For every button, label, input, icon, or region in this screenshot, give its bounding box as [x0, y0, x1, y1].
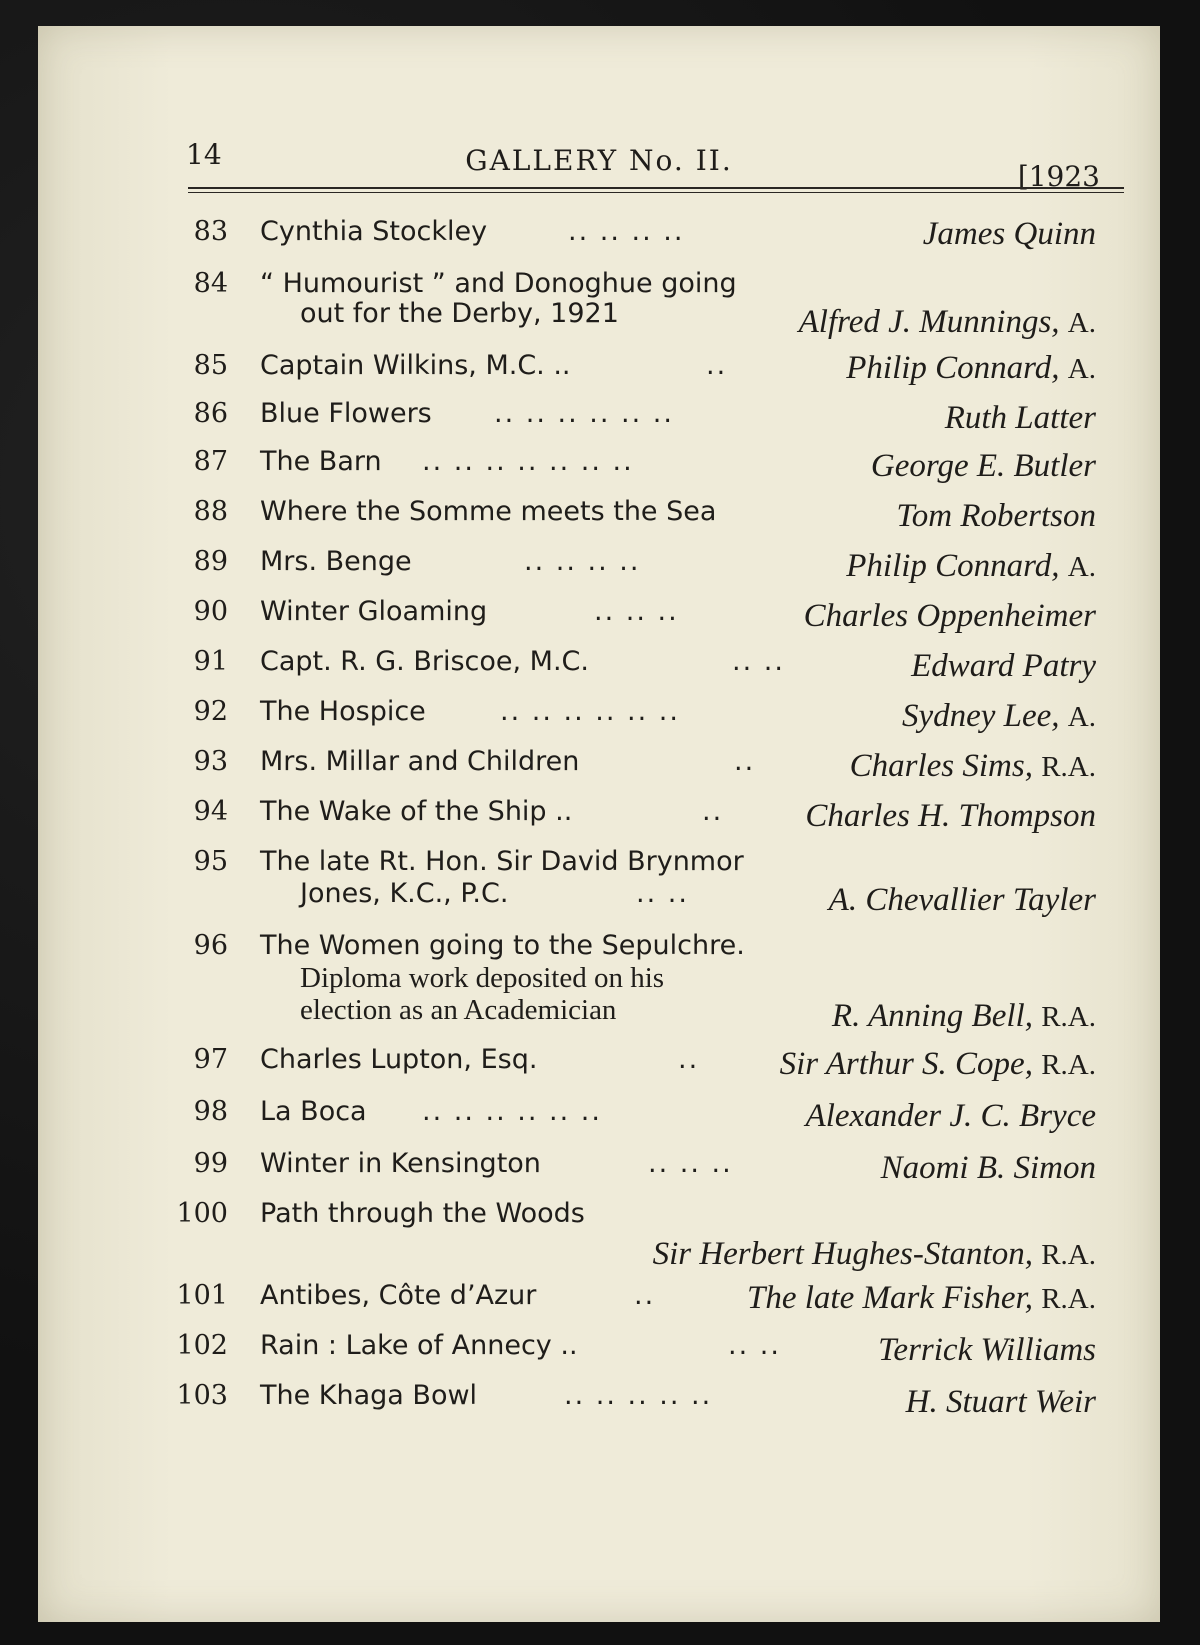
entry-title: The Hospice: [260, 696, 426, 727]
entry-title: “ Humourist ” and Donoghue going: [260, 268, 737, 299]
leader-dots: ..: [734, 746, 756, 777]
leader-dots: .. ..: [732, 646, 785, 677]
entry-title: Path through the Woods: [260, 1198, 585, 1229]
entry-artist: Alexander J. C. Bryce: [805, 1098, 1096, 1134]
entry-artist: Charles H. Thompson: [805, 798, 1096, 834]
leader-dots: .. .. ..: [594, 596, 679, 627]
entry-title: Capt. R. G. Briscoe, M.C.: [260, 646, 589, 677]
entry-artist: Sir Herbert Hughes-Stanton, R.A.: [652, 1236, 1096, 1272]
leader-dots: ..: [678, 1044, 700, 1075]
entry-artist: Ruth Latter: [944, 400, 1096, 436]
entry-artist: Terrick Williams: [878, 1332, 1096, 1368]
entry-title-continued: Jones, K.C., P.C.: [300, 878, 509, 909]
entry-title: Mrs. Millar and Children: [260, 746, 580, 777]
entry-number: 83: [193, 216, 228, 247]
entry-title: Mrs. Benge: [260, 546, 412, 577]
entry-number: 88: [193, 496, 228, 527]
leader-dots: .. .. .. .. ..: [564, 1380, 713, 1411]
entry-artist: Alfred J. Munnings, A.: [798, 304, 1096, 340]
entry-number: 99: [193, 1148, 228, 1179]
entry-note: election as an Academician: [300, 994, 617, 1026]
entry-artist: Edward Patry: [911, 648, 1096, 684]
entry-title: The Wake of the Ship ..: [260, 796, 573, 827]
header-rule: [188, 192, 1124, 193]
entry-artist: Philip Connard, A.: [846, 548, 1096, 584]
page-number: 14: [186, 138, 222, 171]
entry-artist: H. Stuart Weir: [905, 1384, 1096, 1420]
entry-title-continued: out for the Derby, 1921: [300, 298, 619, 329]
entry-number: 85: [193, 350, 228, 381]
entry-artist: Philip Connard, A.: [846, 350, 1096, 386]
leader-dots: .. .. .. .. .. ..: [494, 398, 674, 429]
entry-title: The Barn: [260, 446, 382, 477]
entry-artist: Charles Oppenheimer: [803, 598, 1096, 634]
entry-number: 94: [193, 796, 228, 827]
entry-note: Diploma work deposited on his: [300, 962, 665, 994]
entry-number: 100: [176, 1198, 228, 1229]
entry-title: The Khaga Bowl: [260, 1380, 478, 1411]
page-header: [38, 26, 1160, 196]
entry-number: 93: [193, 746, 228, 777]
entry-title: Charles Lupton, Esq.: [260, 1044, 538, 1075]
entry-title: Winter Gloaming: [260, 596, 488, 627]
entry-title: Blue Flowers: [260, 398, 432, 429]
entry-artist: James Quinn: [922, 216, 1096, 252]
entry-artist: George E. Butler: [870, 448, 1096, 484]
leader-dots: .. ..: [728, 1330, 781, 1361]
entry-number: 96: [193, 930, 228, 961]
entry-artist: A. Chevallier Tayler: [828, 882, 1096, 918]
leader-dots: .. .. .. .. .. ..: [500, 696, 680, 727]
entry-title: Cynthia Stockley: [260, 216, 488, 247]
entry-artist: The late Mark Fisher, R.A.: [746, 1280, 1096, 1316]
entry-title: Winter in Kensington: [260, 1148, 541, 1179]
entry-title: Antibes, Côte d’Azur: [260, 1280, 537, 1311]
entry-number: 87: [193, 446, 228, 477]
entry-artist: Sydney Lee, A.: [901, 698, 1096, 734]
entry-number: 92: [193, 696, 228, 727]
leader-dots: ..: [702, 796, 724, 827]
entry-number: 95: [193, 846, 228, 877]
leader-dots: .. ..: [636, 878, 689, 909]
header-rule: [188, 187, 1124, 189]
leader-dots: .. .. .. ..: [568, 216, 685, 247]
entry-title: La Boca: [260, 1096, 367, 1127]
catalogue-page: [38, 26, 1160, 1622]
entry-title: Where the Somme meets the Sea: [260, 496, 717, 527]
entry-artist: Tom Robertson: [896, 498, 1096, 534]
entry-title: Captain Wilkins, M.C. ..: [260, 350, 571, 381]
leader-dots: ..: [706, 350, 728, 381]
entry-number: 97: [193, 1044, 228, 1075]
entry-title: The Women going to the Sepulchre.: [260, 930, 745, 961]
entry-number: 91: [193, 646, 228, 677]
entry-number: 102: [176, 1330, 228, 1361]
leader-dots: .. .. .. ..: [524, 546, 641, 577]
entry-number: 103: [176, 1380, 228, 1411]
entry-artist: Charles Sims, R.A.: [849, 748, 1096, 784]
leader-dots: ..: [634, 1280, 656, 1311]
entry-artist: R. Anning Bell, R.A.: [831, 998, 1096, 1034]
entry-number: 89: [193, 546, 228, 577]
leader-dots: .. .. .. .. .. .. ..: [422, 446, 634, 477]
entry-title: The late Rt. Hon. Sir David Brynmor: [260, 846, 744, 877]
entry-number: 84: [193, 268, 228, 299]
entry-artist: Naomi B. Simon: [880, 1150, 1096, 1186]
year-mark: [1923: [1017, 160, 1100, 193]
entry-title: Rain : Lake of Annecy ..: [260, 1330, 578, 1361]
entry-artist: Sir Arthur S. Cope, R.A.: [779, 1046, 1096, 1082]
entry-number: 86: [193, 398, 228, 429]
leader-dots: .. .. .. .. .. ..: [422, 1096, 602, 1127]
entry-number: 98: [193, 1096, 228, 1127]
running-title: GALLERY No. II.: [465, 144, 733, 177]
entry-number: 90: [193, 596, 228, 627]
entry-number: 101: [176, 1280, 228, 1311]
leader-dots: .. .. ..: [648, 1148, 733, 1179]
